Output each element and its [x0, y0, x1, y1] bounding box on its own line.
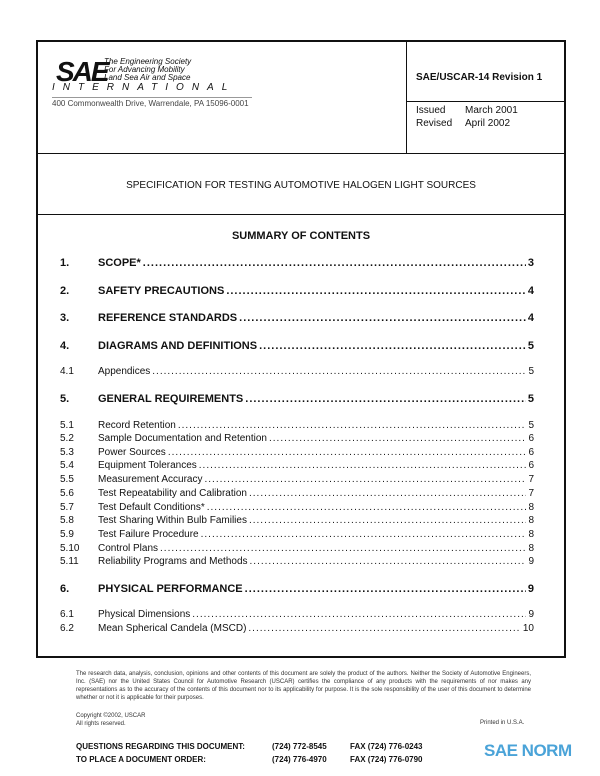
toc-page: 5	[527, 393, 534, 405]
toc-entry[interactable]	[60, 447, 534, 458]
toc-entry[interactable]	[60, 433, 534, 444]
toc-page: 9	[528, 556, 534, 567]
toc-leader	[178, 420, 527, 431]
toc-leader	[168, 447, 527, 458]
toc-title: Test Sharing Within Bulb Families	[98, 515, 247, 526]
toc-entry[interactable]	[60, 340, 534, 352]
toc-leader	[160, 543, 526, 554]
toc-title: REFERENCE STANDARDS	[98, 312, 238, 324]
toc-page: 10	[522, 623, 534, 634]
document-title: SPECIFICATION FOR TESTING AUTOMOTIVE HALOGEN LIGHT SOURCES	[126, 180, 476, 191]
toc-number: 5.6	[60, 488, 74, 499]
toc-leader	[199, 460, 527, 471]
toc-leader	[249, 515, 526, 526]
toc-leader	[152, 366, 526, 377]
contents-heading: SUMMARY OF CONTENTS	[231, 230, 371, 242]
toc-leader	[192, 609, 526, 620]
toc-page: 6	[528, 460, 534, 471]
toc-title: SCOPE*	[98, 257, 141, 269]
toc-number: 5.1	[60, 420, 74, 431]
toc-entry[interactable]	[60, 502, 534, 513]
toc-page: 9	[528, 609, 534, 620]
toc-number: 4.	[60, 340, 70, 352]
toc-number: 1.	[60, 257, 70, 269]
toc-number: 5.3	[60, 447, 74, 458]
dates: Issued March 2001 Revised April 2002	[416, 105, 518, 129]
toc-leader	[259, 340, 526, 352]
toc-number: 5.7	[60, 502, 74, 513]
toc-title: Sample Documentation and Retention	[98, 433, 267, 444]
toc-number: 6.2	[60, 623, 74, 634]
toc-leader	[201, 529, 527, 540]
toc-title: DIAGRAMS AND DEFINITIONS	[98, 340, 258, 352]
toc-leader	[249, 488, 526, 499]
toc-page: 9	[527, 583, 534, 595]
toc-number: 6.	[60, 583, 70, 595]
toc-title: Equipment Tolerances	[98, 460, 197, 471]
toc-number: 5.	[60, 393, 70, 405]
toc-page: 4	[527, 312, 534, 324]
toc-number: 5.4	[60, 460, 74, 471]
toc-page: 8	[528, 515, 534, 526]
toc-entry[interactable]	[60, 529, 534, 540]
toc-entry[interactable]	[60, 623, 534, 634]
toc-title: Mean Spherical Candela (MSCD)	[98, 623, 247, 634]
printed-in: Printed in U.S.A.	[480, 720, 525, 726]
toc-entry[interactable]	[60, 257, 534, 269]
toc-page: 8	[528, 502, 534, 513]
toc-number: 5.2	[60, 433, 74, 444]
toc-page: 8	[528, 543, 534, 554]
toc-entry[interactable]	[60, 583, 534, 595]
toc-page: 7	[528, 488, 534, 499]
toc-page: 8	[528, 529, 534, 540]
toc-title: Record Retention	[98, 420, 176, 431]
toc-title: Control Plans	[98, 543, 159, 554]
toc-title: Test Repeatability and Calibration	[98, 488, 247, 499]
toc-title: Test Failure Procedure	[98, 529, 199, 540]
copyright: Copyright ©2002, USCAR All rights reserved.	[76, 713, 146, 727]
toc-number: 3.	[60, 312, 70, 324]
address: 400 Commonwealth Drive, Warrendale, PA 15096-0001	[52, 99, 249, 108]
toc-number: 5.11	[60, 556, 79, 567]
toc-number: 5.9	[60, 529, 74, 540]
toc-title: Physical Dimensions	[98, 609, 191, 620]
toc-page: 4	[527, 285, 534, 297]
toc-leader	[248, 623, 520, 634]
toc-number: 4.1	[60, 366, 74, 377]
divider	[406, 101, 564, 102]
toc-title: PHYSICAL PERFORMANCE	[98, 583, 243, 595]
divider	[38, 153, 564, 154]
toc-number: 6.1	[60, 609, 74, 620]
toc-leader	[143, 257, 526, 269]
toc-entry[interactable]	[60, 393, 534, 405]
toc-page: 3	[527, 257, 534, 269]
toc-number: 2.	[60, 285, 70, 297]
toc-title: Reliability Programs and Methods	[98, 556, 248, 567]
toc-entry[interactable]	[60, 543, 534, 554]
toc-title: Test Default Conditions*	[98, 502, 205, 513]
sae-norm-watermark: SAE NORM	[484, 741, 572, 760]
toc-page: 5	[528, 420, 534, 431]
toc-leader	[226, 285, 526, 297]
toc-entry[interactable]	[60, 420, 534, 431]
toc-number: 5.8	[60, 515, 74, 526]
toc-leader	[245, 583, 526, 595]
toc-page: 6	[528, 447, 534, 458]
toc-leader	[245, 393, 526, 405]
divider	[38, 214, 564, 215]
toc-title: Appendices	[98, 366, 151, 377]
toc-entry[interactable]	[60, 515, 534, 526]
document-number: SAE/USCAR-14 Revision 1	[416, 72, 543, 83]
toc-page: 6	[528, 433, 534, 444]
toc-title: SAFETY PRECAUTIONS	[98, 285, 225, 297]
toc-page: 5	[527, 340, 534, 352]
toc-title: GENERAL REQUIREMENTS	[98, 393, 244, 405]
toc-entry[interactable]	[60, 556, 534, 567]
toc-entry[interactable]	[60, 460, 534, 471]
toc-number: 5.5	[60, 474, 74, 485]
questions-contact: QUESTIONS REGARDING THIS DOCUMENT: (724) 772-8545 FAX (724) 776-0243	[76, 742, 423, 751]
toc-entry[interactable]	[60, 488, 534, 499]
toc-entry[interactable]	[60, 285, 534, 297]
toc-entry[interactable]	[60, 474, 534, 485]
order-contact: TO PLACE A DOCUMENT ORDER: (724) 776-4970 FAX (724) 776-0790	[76, 755, 423, 764]
document-frame: SAE The Engineering Society For Advancing Mobility Land Sea Air and Space INTERNATIONAL 400 Commonwealth Drive, Warrendale, PA 15096-0001 SAE/USCAR-14 Revision 1 Issued March 2001 Revised April 2002 SPECIFICATION FOR TESTING AUTOMOTIVE HALOGEN LIGHT SOURCES SUMMARY OF CONTENTS 1. SCOPE* ..... 3 2. SAFETY PRECAUTIONS ..... 4 3. REFERENCE STANDARDS ..... 4 4. DIAGRAMS AND DEFINITIONS ..... 5 4.1 Appendices ..... 5 5. GENERAL REQUIREMENTS ..... 5 5.1 Record Retention ..... 5 5.2 Sample Documentation and Retention ..... 6 5.3 Power Sources ..... 6 5.4 Equipment Tolerances ..... 6 5.5 Measurement Accuracy ..... 7 5.6 Test Repeatability and Calibration ..... 7 5.7 Test Default Conditions* ..... 8 5.8 Test Sharing Within Bulb Families ..... 8 5.9 Test Failure Procedure ..... 8 5.10 Control Plans ..... 8 5.11 Reliability Programs and Methods ..... 9 6. PHYSICAL PERFORMANCE ..... 9 6.1 Physical Dimensions ..... 9 6.2 Mean Spherical Candela (MSCD) ..... 10	[36, 40, 566, 658]
toc-entry[interactable]	[60, 312, 534, 324]
toc-number: 5.10	[60, 543, 80, 554]
toc-leader	[205, 474, 527, 485]
disclaimer: The research data, analysis, conclusion, opinions and other contents of this document are solely the product of the authors. Neither the Society of Automotive Engineers, Inc. (SAE) nor the United States Council for Automotive Research (USCAR) certifies the compliance of any products with the requirements of nor makes any representations as to the accuracy of the contents of this document nor to its applicability for purpose. It is the sole responsibility of the user of this document to determine whether or not it is applicable for their purposes.	[76, 671, 531, 701]
toc-title: Measurement Accuracy	[98, 474, 203, 485]
logo-tagline: The Engineering Society For Advancing Mobility Land Sea Air and Space	[104, 57, 192, 82]
toc-entry[interactable]	[60, 366, 534, 377]
divider	[406, 42, 407, 154]
toc-leader	[250, 556, 527, 567]
toc-page: 7	[528, 474, 534, 485]
toc-page: 5	[528, 366, 534, 377]
toc-leader	[207, 502, 527, 513]
toc-leader	[239, 312, 526, 324]
toc-title: Power Sources	[98, 447, 166, 458]
toc-leader	[269, 433, 526, 444]
toc-entry[interactable]	[60, 609, 534, 620]
